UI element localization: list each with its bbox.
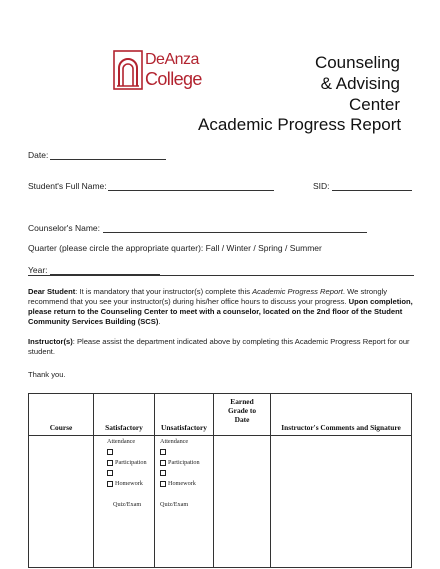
header-line-3: Center (348, 95, 400, 114)
thank-you: Thank you. (28, 370, 66, 379)
earned-grade-header (214, 394, 271, 436)
checkbox-icon[interactable] (107, 481, 113, 487)
checkbox-icon[interactable] (160, 460, 166, 466)
student-note-label: Dear Student (28, 287, 76, 296)
counselor-label: Counselor's Name: (28, 223, 101, 233)
college-logo (113, 50, 202, 92)
course-header (29, 394, 94, 436)
instructor-note-text: : Please assist the department indicated above by completing this Academic Progress Report for our student. (28, 337, 410, 356)
student-note-text-1: : It is mandatory that your instructor(s) complete this (75, 287, 253, 296)
unsatisfactory-header-label: Unsatisfactory (161, 423, 207, 432)
full-name-label: Student's Full Name: (28, 181, 107, 191)
student-note-text-2: . We strongly recommend that you see your instructor(s) during his/her office hours to discuss your progress. (28, 287, 388, 306)
unsat-homework: Homework (168, 480, 196, 487)
sat-attendance: Attendance (107, 438, 136, 445)
course-cell[interactable] (29, 436, 94, 568)
quarter-label: Quarter (please circle the appropriate quarter): Fall / Winter / Spring / Summer (28, 243, 322, 253)
sat-homework: Homework (115, 480, 143, 487)
unsatisfactory-header (155, 394, 214, 436)
table-row (29, 436, 412, 568)
report-title: Academic Progress Report (198, 115, 402, 134)
comments-cell[interactable] (271, 436, 412, 568)
date-field[interactable] (50, 159, 166, 160)
unsat-participation: Participation (168, 459, 200, 466)
instructor-note (28, 337, 414, 357)
student-note-italic: Academic Progress Report (252, 287, 343, 296)
satisfactory-header (94, 394, 155, 436)
counselor-field[interactable] (103, 232, 367, 233)
satisfactory-header-label: Satisfactory (105, 423, 143, 432)
checkbox-icon[interactable] (160, 481, 166, 487)
arch-logo-icon (113, 50, 143, 90)
student-note-end: . (158, 317, 161, 326)
table-header-row (29, 394, 412, 436)
sid-label: SID: (313, 181, 330, 191)
header-line-1: Counseling (314, 53, 400, 72)
logo-text-deanza: DeAnza (145, 51, 199, 68)
unsat-quiz: Quiz/Exam (160, 500, 189, 508)
checkbox-icon[interactable] (107, 460, 113, 466)
earned-grade-header-label: Earned Grade to Date (227, 397, 257, 424)
sat-participation: Participation (115, 459, 147, 466)
unsat-attendance: Attendance (160, 438, 189, 445)
satisfactory-cell (94, 436, 155, 568)
date-label: Date: (28, 150, 49, 160)
instructor-note-label: Instructor(s) (28, 337, 73, 346)
checkbox-icon[interactable] (160, 449, 166, 455)
unsatisfactory-cell (155, 436, 214, 568)
section-divider (28, 275, 414, 276)
full-name-field[interactable] (108, 190, 274, 191)
student-note-bold: Upon completion, please return to the Counseling Center to meet with a counselor, located on the 2nd floor of the Student Community Services Building (SCS) (28, 297, 413, 326)
earned-grade-cell[interactable] (214, 436, 271, 568)
logo-text-college: College (145, 69, 202, 89)
checkbox-icon[interactable] (107, 449, 113, 455)
student-note (28, 287, 414, 327)
header-line-2: & Advising (320, 74, 400, 93)
comments-header (271, 394, 412, 436)
sid-field[interactable] (332, 190, 412, 191)
sat-quiz: Quiz/Exam (113, 500, 142, 508)
progress-table (28, 393, 412, 568)
year-label: Year: (28, 265, 48, 275)
comments-header-label: Instructor's Comments and Signature (281, 423, 401, 432)
checkbox-icon[interactable] (107, 470, 113, 476)
checkbox-icon[interactable] (160, 470, 166, 476)
course-header-label: Course (49, 423, 73, 432)
